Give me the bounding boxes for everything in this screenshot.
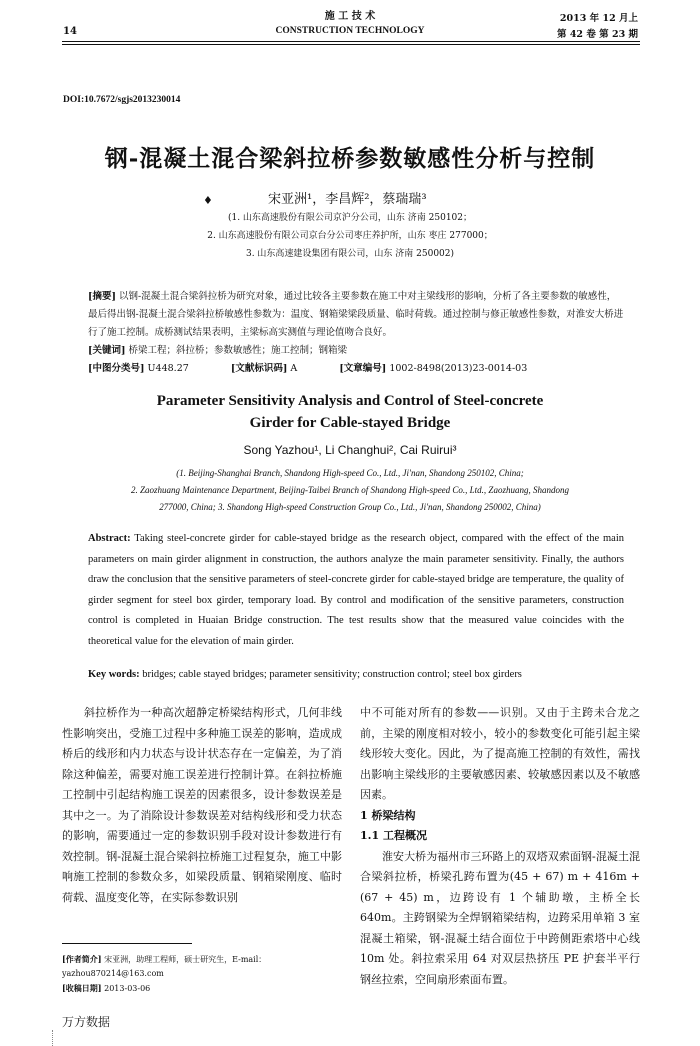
intro-paragraph: 斜拉桥作为一种高次超静定桥梁结构形式，几何非线性影响突出，受施工过程中多种施工误差的影响，造成成桥后的线形和内力状态与设计状态存在一定偏差，为了消除这种偏差，需要对施工误差进行控制计算。在斜拉桥施工控制中引起结构施工误差的因素很多，设计参数误差是其中之一。为了消除设计参数误差对结构线形和受力状态的影响，需要通过一定的参数识别手段对设计参数进行有效控制。钢-混凝土混合梁斜拉桥施工过程复杂，施工中影响施工控制的参数众多，如梁段质量、钢箱梁刚度、临时荷载、温度变化等，在实际参数识别 xyxy=(62,706,342,904)
title-en-line1: Parameter Sensitivity Analysis and Control of Steel-concrete xyxy=(156,393,544,409)
body-right-column xyxy=(360,703,640,990)
project-overview-paragraph: 淮安大桥为福州市三环路上的双塔双索面钢-混凝土混合梁斜拉桥，桥梁孔跨布置为(45 + 67) m + 416m + (67 + 45) m，边跨设有 1 个辅助墩，主桥全长 640m。主跨钢梁为全焊钢箱梁结构，边跨采用单箱 3 室混凝土箱梁，钢-混凝土结合面位于中跨侧距索塔中心线 10m 处。斜拉索采用 64 对双层热挤压 PE 护套半平行钢丝拉索，空间扇形索面布置。 xyxy=(360,849,640,986)
received-date-label: [收稿日期] xyxy=(62,983,102,993)
header-rule-thick xyxy=(62,41,640,42)
doc-code-label: [文献标识码] xyxy=(230,363,288,374)
abstract-en-label: Abstract: xyxy=(88,533,131,544)
affiliation-en-2: 2. Zaozhuang Maintenance Department, Beijing-Taibei Branch of Shandong High-speed Co., Ltd., Zaozhuang, Shandong xyxy=(131,485,569,495)
keywords-en xyxy=(88,665,624,686)
section-heading-1-1: 1.1 工程概况 xyxy=(360,829,427,842)
abstract-en xyxy=(88,529,624,652)
margin-dots xyxy=(52,1030,54,1046)
abstract-zh xyxy=(88,288,624,342)
authors-zh: 宋亚洲¹，李昌辉²，蔡瑞瑞³ xyxy=(268,192,427,207)
article-no-value: 1002-8498(2013)23-0014-03 xyxy=(389,363,528,374)
classification-line xyxy=(88,360,624,378)
affiliation-zh-3: 3. 山东高速建设集团有限公司，山东 济南 250002) xyxy=(245,249,455,259)
doi: DOI:10.7672/sgjs2013230014 xyxy=(63,95,181,105)
affiliation-en-3: 277000, China; 3. Shandong High-speed Construction Group Co., Ltd., Ji'nan, Shandong 250002, China) xyxy=(159,502,541,512)
doc-code-value: A xyxy=(290,363,298,374)
header-rule-thin xyxy=(62,44,640,45)
keywords-zh-label: [关键词] xyxy=(88,345,126,356)
authors-en: Song Yazhou¹, Li Changhui², Cai Ruirui³ xyxy=(243,443,457,457)
keywords-zh-text: 桥梁工程；斜拉桥；参数敏感性；施工控制；钢箱梁 xyxy=(128,345,348,356)
funding-mark-icon: ♦ xyxy=(203,194,213,207)
author-bio-text: 宋亚洲，助理工程师，硕士研究生，E-mail：yazhou870214@163.com xyxy=(62,955,267,978)
title-zh: 钢-混凝土混合梁斜拉桥参数敏感性分析与控制 xyxy=(104,145,596,172)
volume-issue: 第 42 卷 第 23 期 xyxy=(557,29,638,40)
title-en-line2: Girder for Cable-stayed Bridge xyxy=(249,415,451,431)
footnote-rule xyxy=(62,943,192,944)
keywords-en-label: Key words: xyxy=(88,669,140,680)
clc-label: [中图分类号] xyxy=(88,363,145,374)
issue-date: 2013 年 12 月上 xyxy=(559,13,638,24)
footnote xyxy=(62,952,342,996)
intro-paragraph-cont: 中不可能对所有的参数——识别。又由于主跨未合龙之前，主梁的刚度相对较小，较小的参数变化可能引起主梁线形较大变化。因此，为了提高施工控制的有效性，需找出影响主梁线形的主要敏感因素、较敏感因素以及不敏感因素。 xyxy=(360,706,640,801)
body-left-column xyxy=(62,703,342,908)
watermark: 万方数据 xyxy=(62,1015,111,1029)
keywords-zh xyxy=(88,342,624,360)
keywords-en-text: bridges; cable stayed bridges; parameter sensitivity; construction control; steel box girders xyxy=(142,669,522,680)
article-no-label: [文章编号] xyxy=(339,363,387,374)
journal-name-en: CONSTRUCTION TECHNOLOGY xyxy=(275,26,425,36)
page-number: 14 xyxy=(63,26,77,37)
affiliation-zh-1: (1. 山东高速股份有限公司京沪分公司，山东 济南 250102； xyxy=(227,213,473,223)
affiliation-zh-2: 2. 山东高速股份有限公司京台分公司枣庄养护所，山东 枣庄 277000； xyxy=(207,231,493,241)
section-heading-1: 1 桥梁结构 xyxy=(360,808,416,822)
abstract-zh-text: 以钢-混凝土混合梁斜拉桥为研究对象，通过比较各主要参数在施工中对主梁线形的影响，分析了各主要参数的敏感性，最后得出钢-混凝土混合梁斜拉桥敏感性参数为：温度、钢箱梁梁段质量、临时荷载。通过控制与修正敏感性参数，对淮安大桥进行了施工控制。成桥测试结果表明，主梁标高实测值与理论值吻合良好。 xyxy=(88,291,624,338)
abstract-en-text: Taking steel-concrete girder for cable-stayed bridge as the research object, compared with the effect of the main parameters on main girder alignment in construction, the authors analyze the main parameter sensitivity. Finally, the authors draw the conclusion that the sensitive parameters of steel-concrete girder for cable-stayed bridge are temperature, the quality of girder segment for steel box girder, temporary load. By control and modification of the sensitive parameters, construction control is completed in Huaian Bridge construction. The test results show that the measured value coincides with the theoretical value for the elevation of main girder. xyxy=(88,533,624,647)
abstract-zh-label: [摘要] xyxy=(88,291,116,302)
journal-name-zh: 施 工 技 术 xyxy=(324,11,376,22)
received-date-text: 2013-03-06 xyxy=(104,984,151,993)
author-bio-label: [作者简介] xyxy=(62,954,102,964)
affiliation-en-1: (1. Beijing-Shanghai Branch, Shandong High-speed Co., Ltd., Ji'nan, Shandong 250102, China; xyxy=(176,468,524,478)
clc-value: U448.27 xyxy=(147,363,189,374)
